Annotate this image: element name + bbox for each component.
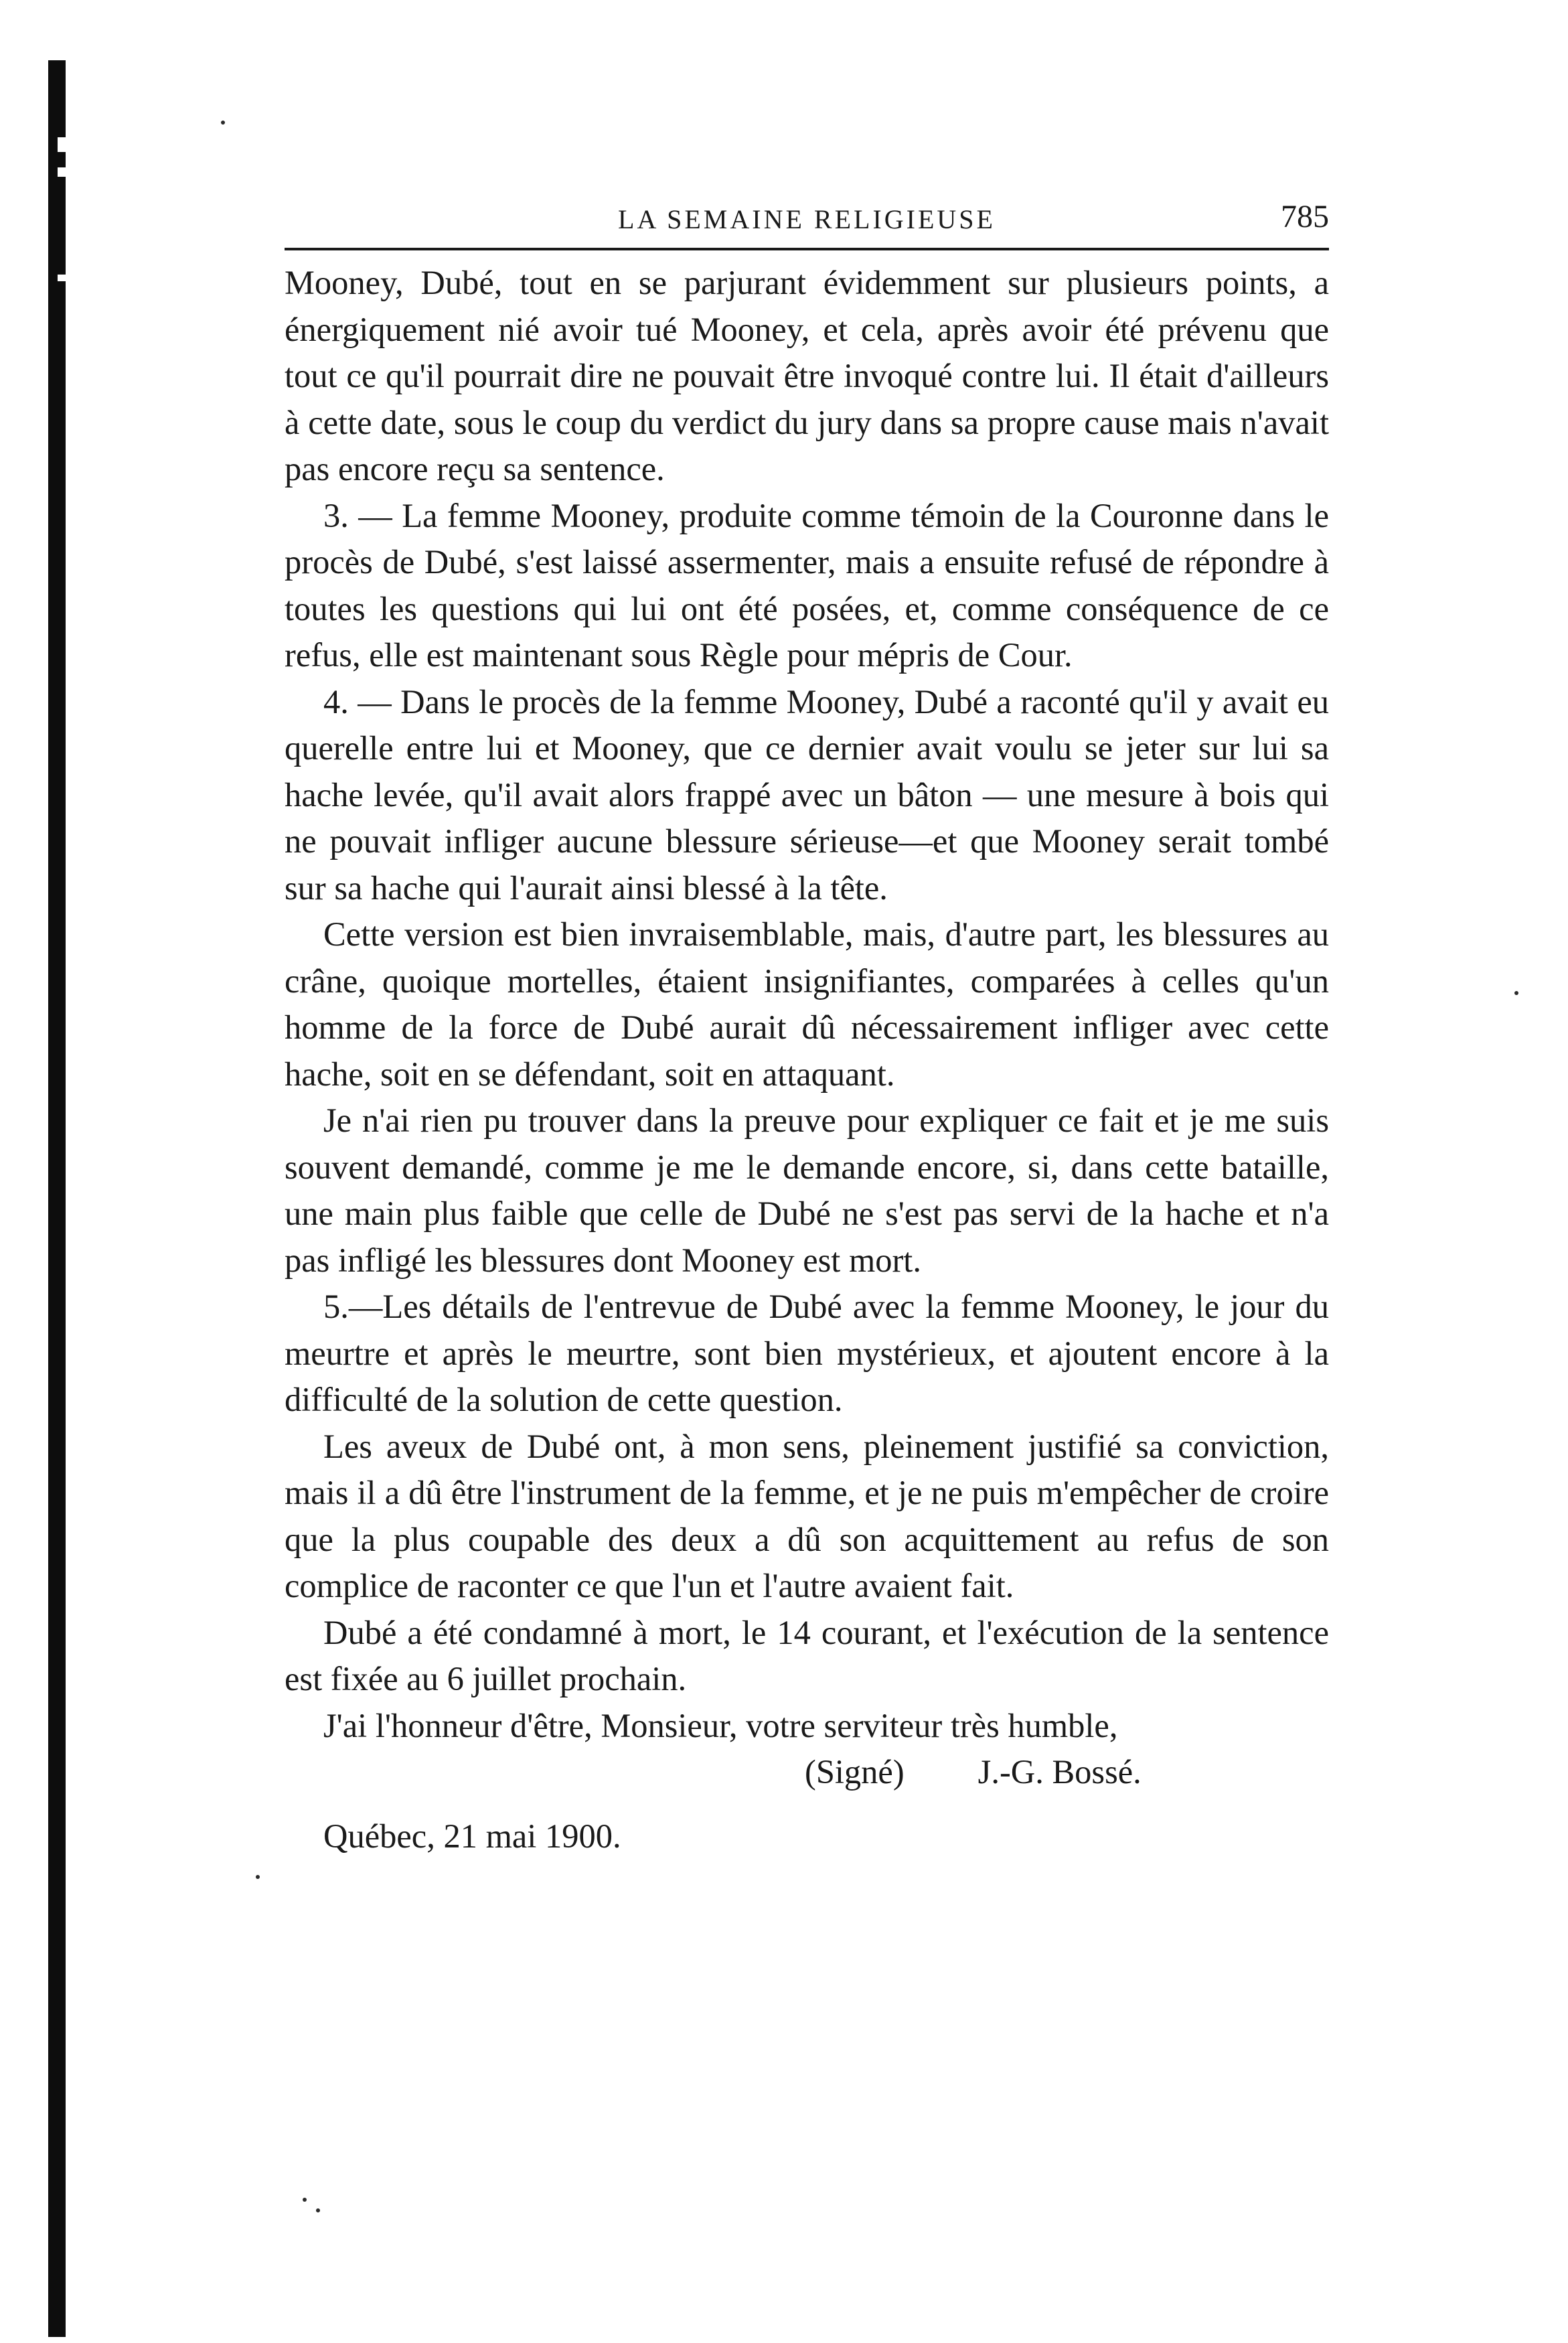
paragraph: 3. — La femme Mooney, produite comme témoin de la Couronne dans le procès de Dubé, s'est laissé assermenter, mais a ensuite refusé de répondre à toutes les questions qui lui ont été posées, et, comme conséquence de ce refus, elle est maintenant sous Règle pour mépris de Cour. [285,496,1329,674]
book-page [285,194,1329,1860]
closing-formula: J'ai l'honneur d'être, Monsieur, votre serviteur très humble, [323,1706,1118,1744]
paragraph: Cette version est bien invraisemblable, mais, d'autre part, les blessures au crâne, quoique mortelles, étaient insignifiantes, comparées à celles qu'un homme de la force de Dubé aurait dû nécessairement infliger avec cette hache, soit en se défendant, soit en attaquant. [285,915,1329,1093]
running-head [285,194,1329,250]
signature-name: J.-G. Bossé. [977,1753,1142,1791]
text-body [285,260,1329,1749]
binding-edge-nick [58,137,71,152]
paragraph: Mooney, Dubé, tout en se parjurant évidemment sur plusieurs points, a énergiquement nié avoir tué Mooney, et cela, après avoir été prévenu que tout ce qu'il pourrait dire ne pouvait être invoqué contre lui. Il était d'ailleurs à cette date, sous le coup du verdict du jury dans sa propre cause mais n'avait pas encore reçu sa sentence. [285,264,1329,487]
signature-line [285,1749,1329,1796]
binding-edge-nick [58,275,71,281]
paragraph: Je n'ai rien pu trouver dans la preuve pour expliquer ce fait et je me suis souvent demandé, comme je me le demande encore, si, dans cette bataille, une main plus faible que celle de Dubé ne s'est pas servi de la hache et n'a pas infligé les blessures dont Mooney est mort. [285,1102,1329,1279]
page-binding-edge [48,60,66,2337]
print-speck [303,2198,307,2202]
paragraph: 5.—Les détails de l'entrevue de Dubé avec la femme Mooney, le jour du meurtre et après le meurtre, sont bien mystérieux, et ajoutent encore à la difficulté de la solution de cette question. [285,1288,1329,1418]
running-head-title: LA SEMAINE RELIGIEUSE [618,204,996,234]
paragraph: Dubé a été condamné à mort, le 14 courant, et l'exécution de la sentence est fixée au 6 juillet prochain. [285,1613,1329,1697]
print-speck [316,2208,320,2212]
paragraph: 4. — Dans le procès de la femme Mooney, Dubé a raconté qu'il y avait eu querelle entre lui et Mooney, que ce dernier avait voulu se jeter sur lui sa hache levée, qu'il avait alors frappé avec un bâton — une mesure à bois qui ne pouvait infliger aucune blessure sérieuse—et que Mooney serait tombé sur sa hache qui l'aurait ainsi blessé à la tête. [285,682,1329,907]
page-number: 785 [1281,199,1329,234]
signature-note: (Signé) [805,1753,905,1791]
binding-edge-nick [58,167,71,177]
date-line: Québec, 21 mai 1900. [323,1817,621,1855]
print-speck [1514,991,1518,995]
print-speck [256,1875,260,1879]
print-speck [221,121,225,125]
paragraph: Les aveux de Dubé ont, à mon sens, pleinement justifié sa conviction, mais il a dû être l'instrument de la femme, et je ne puis m'empêcher de croire que la plus coupable des deux a dû son acquittement au refus de son complice de raconter ce que l'un et l'autre avaient fait. [285,1427,1329,1604]
